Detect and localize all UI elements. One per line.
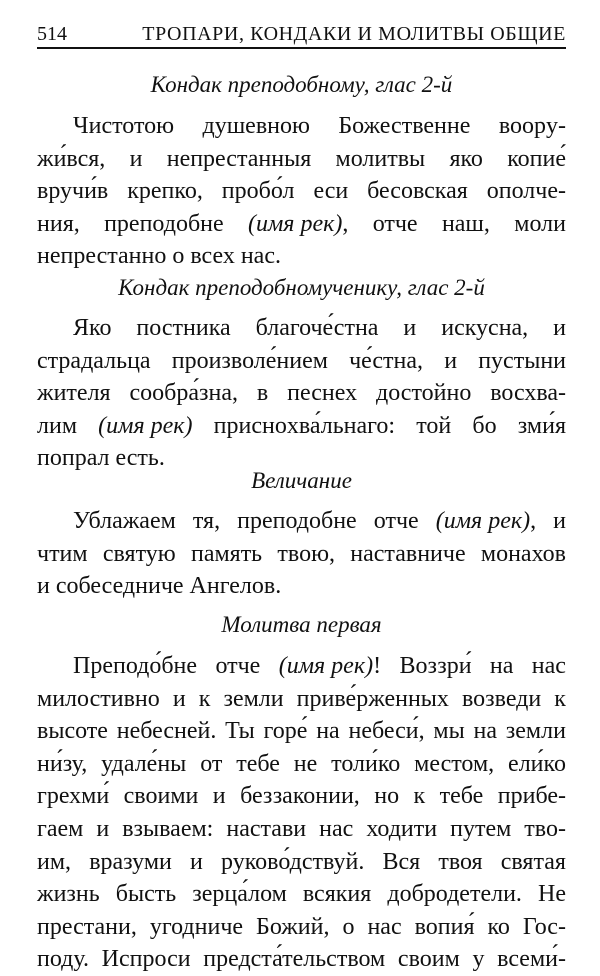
- word: земли: [505, 718, 566, 745]
- word: копие́: [507, 145, 566, 172]
- word: предста́тельством: [203, 946, 386, 973]
- word: беззаконии,: [240, 783, 360, 810]
- word: чтим: [37, 540, 88, 567]
- word: твоя: [438, 848, 483, 875]
- word: и: [172, 685, 186, 712]
- word: присноxва́льнаго:: [213, 412, 396, 439]
- word: нас: [531, 653, 566, 679]
- running-title: ТРОПАРИ, КОНДАКИ И МОЛИТВЫ ОБЩИЕ: [142, 23, 566, 45]
- word: ко: [487, 913, 510, 940]
- word: че́стна,: [349, 347, 424, 374]
- text-line: [37, 748, 566, 781]
- word: зми́я: [517, 412, 566, 439]
- word: на: [316, 718, 340, 745]
- word: непрестанныя: [166, 145, 312, 172]
- text-line: [37, 683, 566, 716]
- word: жизнь: [37, 881, 100, 908]
- word: грехми́: [37, 783, 110, 810]
- running-head: [37, 24, 566, 49]
- text-line: [37, 570, 566, 603]
- word: наставниче: [350, 540, 466, 567]
- word: Чистотою: [73, 113, 175, 139]
- word: к: [198, 685, 211, 712]
- word: ходити: [366, 815, 438, 842]
- word: взываем:: [122, 815, 214, 842]
- word: к: [413, 783, 426, 810]
- word: сообра́зна,: [129, 380, 238, 407]
- word: наш,: [441, 210, 490, 237]
- word: благоче́стна: [255, 315, 379, 341]
- word: всеми́-: [497, 946, 566, 973]
- word: у: [472, 946, 485, 973]
- word: Божий,: [256, 913, 330, 940]
- word: бысть: [115, 881, 177, 908]
- word: добродетели.: [387, 881, 522, 908]
- word: руково́дствуй.: [221, 848, 365, 875]
- word: и: [129, 145, 143, 172]
- word: престани,: [37, 913, 137, 940]
- word: путем: [450, 815, 512, 842]
- word: поду.: [37, 946, 89, 973]
- text-line: [37, 143, 566, 176]
- word: постника: [136, 315, 231, 341]
- word: милостивно: [37, 685, 160, 712]
- word: на: [489, 653, 514, 679]
- word: возведи: [462, 685, 542, 712]
- punctuation: ,: [342, 210, 349, 237]
- word: душевною: [202, 113, 310, 139]
- word: Гос-: [522, 913, 566, 940]
- word: но: [374, 783, 400, 810]
- punctuation: !: [373, 653, 382, 679]
- word: ели́ко: [508, 750, 566, 777]
- word: вручи́в: [37, 178, 109, 205]
- word: Божественне: [338, 113, 471, 139]
- word: отче: [372, 210, 418, 237]
- text-line: [37, 208, 566, 241]
- word: небесней.: [116, 718, 217, 745]
- line-text: непрестанно о всех нас.: [37, 243, 281, 270]
- word: и: [403, 315, 417, 341]
- text-line: [37, 240, 566, 273]
- word: высоте: [37, 718, 108, 745]
- word: моли: [514, 210, 566, 237]
- word: местом,: [414, 750, 495, 777]
- text-line: [37, 911, 566, 944]
- word: отче: [215, 653, 261, 679]
- text-line: [37, 650, 566, 683]
- text-line: [37, 715, 566, 748]
- page-number: 514: [37, 23, 67, 45]
- word: преподобне: [104, 210, 224, 237]
- word: в: [256, 380, 269, 407]
- word: горе́: [263, 718, 308, 745]
- word: святая: [500, 848, 566, 875]
- word: тебе: [236, 750, 280, 777]
- word: Вся: [382, 848, 421, 875]
- word: Не: [537, 881, 566, 908]
- word: своим: [397, 946, 460, 973]
- paragraph-kontakion-venerable-martyr: [37, 312, 566, 475]
- section-heading-magnification: Величание: [251, 468, 352, 493]
- word: искусна,: [441, 315, 529, 341]
- word: Испроси: [101, 946, 191, 973]
- word: вразуми: [89, 848, 172, 875]
- paragraph-first-prayer: [37, 650, 566, 976]
- word: Ты: [225, 718, 255, 745]
- word: нас: [367, 913, 402, 940]
- word: земли: [223, 685, 284, 712]
- word: тво-: [524, 815, 566, 842]
- section-heading-kontakion-venerable: Кондак преподобному, глас 2-й: [150, 72, 453, 97]
- text-line: [37, 813, 566, 846]
- section-heading-kontakion-venerable-martyr: Кондак преподобномученику, глас 2-й: [118, 275, 485, 300]
- name-placeholder: (имя рек): [278, 653, 374, 679]
- word: удале́ны: [101, 750, 187, 777]
- word: бесовская: [367, 178, 468, 205]
- word: песнех: [287, 380, 358, 407]
- word: и: [444, 347, 458, 374]
- text-line: [37, 943, 566, 976]
- word: пробо́л: [221, 178, 295, 205]
- word: монахов: [480, 540, 566, 567]
- word: ния,: [37, 210, 80, 237]
- word: не: [293, 750, 318, 777]
- word: Воззри́: [399, 653, 472, 679]
- word: тя,: [192, 508, 221, 534]
- word: ни́зу,: [37, 750, 88, 777]
- word: небеси́,: [348, 718, 425, 745]
- word: о: [342, 913, 355, 940]
- word: мы: [433, 718, 465, 745]
- word: угодниче: [149, 913, 244, 940]
- text-line: [37, 505, 566, 538]
- text-line: [37, 538, 566, 571]
- word: пустыни: [478, 347, 566, 374]
- word: лим: [37, 412, 78, 439]
- word: произволе́нием: [171, 347, 328, 374]
- line-text: попрал есть.: [37, 445, 165, 472]
- word: святую: [102, 540, 176, 567]
- word: зерца́лом: [192, 881, 287, 908]
- text-line: [37, 878, 566, 911]
- word: приве́рженных: [296, 685, 449, 712]
- name-placeholder: (имя рек): [98, 412, 193, 439]
- word: достойно: [376, 380, 472, 407]
- paragraph-magnification: [37, 505, 566, 603]
- word: молитвы: [335, 145, 426, 172]
- word: вопия́: [414, 913, 475, 940]
- paragraph-kontakion-venerable: [37, 110, 566, 273]
- word: толи́ко: [331, 750, 401, 777]
- word: и: [96, 815, 110, 842]
- word: крепко,: [127, 178, 203, 205]
- section-heading-first-prayer: Молитва первая: [221, 612, 382, 637]
- name-placeholder-group: [436, 505, 536, 538]
- text-line: [37, 377, 566, 410]
- text-line: [37, 110, 566, 143]
- word: ополче-: [486, 178, 566, 205]
- name-placeholder-group: [248, 208, 348, 241]
- word: жителя: [37, 380, 111, 407]
- word: от: [200, 750, 223, 777]
- word: и: [190, 848, 203, 875]
- word: память: [190, 540, 263, 567]
- word: всякия: [302, 881, 372, 908]
- word: и: [553, 508, 566, 534]
- word: настави: [226, 815, 307, 842]
- word: и: [553, 315, 566, 341]
- text-line: [37, 345, 566, 378]
- word: своими: [123, 783, 199, 810]
- word: гаем: [37, 815, 84, 842]
- word: прибе-: [497, 783, 566, 810]
- word: тебе: [439, 783, 484, 810]
- name-placeholder: (имя рек): [248, 210, 343, 237]
- word: жи́вся,: [37, 145, 106, 172]
- word: бо: [472, 412, 497, 439]
- text-line: [37, 846, 566, 879]
- word: преподобне: [237, 508, 357, 534]
- word: еси: [313, 178, 349, 205]
- name-placeholder: (имя рек): [435, 508, 531, 534]
- word: на: [473, 718, 497, 745]
- word: страдальца: [37, 347, 151, 374]
- text-line: [37, 780, 566, 813]
- text-line: [37, 312, 566, 345]
- name-placeholder-group: [279, 650, 381, 683]
- line-text: и собеседниче Ангелов.: [37, 573, 282, 600]
- word: к: [554, 685, 566, 712]
- word: твою,: [277, 540, 335, 567]
- word: вооpу-: [498, 113, 566, 139]
- word: отче: [373, 508, 419, 534]
- word: яко: [449, 145, 483, 172]
- word: Ублажаем: [73, 508, 176, 534]
- text-line: [37, 410, 566, 443]
- word: восхва-: [490, 380, 566, 407]
- text-line: [37, 175, 566, 208]
- word: Преподо́бне: [73, 653, 198, 679]
- word: им,: [37, 848, 72, 875]
- word: нас: [319, 815, 354, 842]
- word: Яко: [73, 315, 112, 341]
- word: той: [416, 412, 452, 439]
- word: и: [212, 783, 226, 810]
- punctuation: ,: [530, 508, 537, 534]
